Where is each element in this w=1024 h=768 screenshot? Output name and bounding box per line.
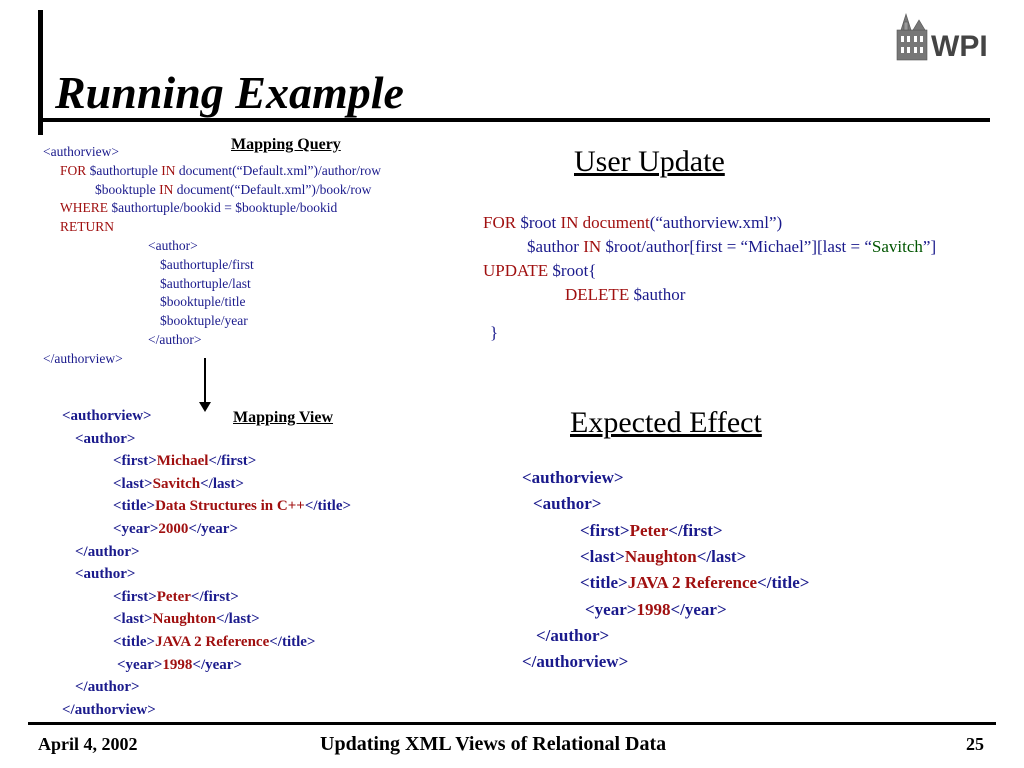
code-token: <authorview> — [62, 408, 152, 424]
code-token: </first> — [668, 520, 723, 540]
code-token: (“Default.xml”)/book/row — [230, 181, 372, 197]
code-token: $author — [527, 237, 584, 256]
code-line — [522, 649, 628, 675]
mapping-view-heading: Mapping View — [233, 409, 334, 426]
code-line — [160, 275, 251, 294]
code-token: DELETE — [565, 285, 634, 304]
code-token: </title> — [757, 573, 810, 593]
code-token: </last> — [200, 475, 244, 492]
code-token: </author> — [536, 625, 610, 645]
code-token: <year> — [117, 656, 163, 673]
code-token: UPDATE — [483, 261, 553, 280]
code-token: <last> — [580, 546, 625, 566]
code-line — [148, 237, 198, 256]
code-line — [75, 676, 140, 699]
code-token: FOR — [60, 162, 90, 178]
user-update-heading: User Update — [574, 145, 725, 178]
code-line — [536, 623, 609, 649]
code-line — [60, 162, 381, 181]
code-line — [95, 181, 371, 200]
code-token: <last> — [113, 475, 153, 492]
code-token: </year> — [188, 521, 238, 537]
slide-title: Running Example — [55, 67, 404, 118]
code-token: </first> — [190, 588, 239, 605]
code-token: $root — [520, 213, 561, 232]
code-token: $authortuple/first — [160, 256, 254, 272]
code-token: 1998 — [162, 656, 193, 673]
code-token: </author> — [148, 332, 202, 347]
code-token: } — [490, 323, 499, 342]
code-token: <author> — [75, 566, 136, 583]
code-token: Savitch — [152, 475, 201, 492]
code-token: $booktuple/title — [160, 294, 246, 310]
code-token: <title> — [113, 498, 156, 515]
code-token: IN — [159, 181, 177, 197]
code-line — [113, 518, 238, 541]
code-token: Savitch — [871, 237, 923, 256]
code-token: </author> — [75, 543, 140, 560]
title-vertical-rule — [38, 10, 43, 135]
code-line — [60, 199, 337, 218]
code-token: <authorview> — [43, 144, 119, 159]
code-line — [75, 428, 135, 451]
code-line — [60, 218, 114, 237]
code-token: <first> — [580, 520, 630, 540]
code-token: </authorview> — [43, 350, 123, 366]
footer-date: April 4, 2002 — [38, 734, 138, 754]
code-token: $root/author[first = “Michael”][last = “ — [605, 237, 872, 256]
code-token: </authorview> — [62, 701, 156, 718]
code-token: ”] — [922, 237, 937, 256]
code-token: </title> — [269, 634, 316, 650]
code-line — [565, 283, 685, 307]
code-token: <author> — [148, 238, 198, 253]
code-line — [62, 699, 156, 722]
code-token: </last> — [215, 611, 260, 628]
code-token: Peter — [629, 520, 669, 540]
code-token: </title> — [304, 498, 352, 515]
code-line — [113, 473, 244, 496]
code-token: </last> — [696, 546, 747, 566]
down-arrow-icon — [198, 358, 212, 412]
code-token: IN — [161, 162, 179, 178]
code-line — [483, 259, 596, 283]
code-token: </year> — [192, 656, 242, 673]
code-token: <title> — [580, 573, 628, 593]
code-line — [160, 256, 254, 275]
code-token: <author> — [75, 430, 136, 447]
footer-rule — [28, 722, 996, 725]
code-token: IN — [560, 213, 583, 232]
code-token: document — [178, 162, 233, 178]
code-line — [113, 450, 256, 473]
code-token: Peter — [156, 588, 191, 605]
code-token: FOR — [483, 213, 521, 232]
wpi-logo — [895, 8, 1005, 63]
mapping-query-heading: Mapping Query — [231, 136, 341, 153]
code-line — [148, 331, 201, 350]
code-token: $booktuple/year — [160, 313, 248, 329]
code-line — [533, 491, 602, 517]
code-token: (“authorview.xml”) — [649, 213, 783, 232]
code-token: <year> — [113, 521, 159, 537]
code-token: <first> — [113, 453, 157, 470]
code-line — [62, 405, 152, 428]
code-token: Michael — [156, 453, 209, 470]
code-token: document — [582, 213, 650, 232]
code-token: $authortuple — [89, 162, 162, 178]
code-line — [580, 544, 746, 570]
code-token: Naughton — [152, 611, 216, 628]
code-token: <first> — [113, 588, 157, 605]
code-token: Data Structures in C++ — [155, 498, 305, 515]
code-line — [113, 608, 260, 631]
code-token: <author> — [533, 494, 602, 514]
code-line — [113, 495, 351, 518]
code-line — [43, 143, 119, 162]
code-line — [160, 312, 248, 331]
code-line — [75, 541, 140, 564]
code-token: WHERE — [60, 200, 112, 216]
code-line — [490, 321, 498, 345]
code-token: <authorview> — [522, 468, 624, 487]
code-line — [160, 293, 246, 312]
code-token: </author> — [75, 679, 140, 696]
code-token: IN — [583, 237, 606, 256]
code-token: </authorview> — [522, 652, 629, 672]
code-line — [113, 586, 239, 609]
code-token: </year> — [670, 599, 727, 619]
code-token: 2000 — [158, 521, 189, 537]
code-token: JAVA 2 Reference — [627, 573, 758, 593]
footer-page-number: 25 — [966, 734, 984, 754]
code-line — [113, 631, 315, 654]
code-token: document — [176, 181, 230, 197]
code-token: (“Default.xml”)/author/row — [232, 162, 381, 178]
code-line — [522, 465, 624, 491]
code-line — [75, 563, 135, 586]
code-token: Naughton — [624, 546, 697, 566]
code-token: $authortuple/bookid = $booktuple/bookid — [111, 200, 338, 216]
code-line — [527, 235, 936, 259]
code-token: RETURN — [60, 219, 114, 235]
code-token: $authortuple/last — [160, 275, 251, 291]
footer-title: Updating XML Views of Relational Data — [320, 733, 667, 755]
code-line — [43, 350, 123, 369]
code-token: $root{ — [552, 261, 597, 280]
code-line — [580, 570, 810, 596]
code-line — [117, 654, 242, 677]
expected-effect-heading: Expected Effect — [570, 406, 762, 439]
code-line — [580, 518, 723, 544]
code-token: </first> — [208, 453, 257, 470]
code-token: $author — [633, 285, 686, 304]
code-token: JAVA 2 Reference — [155, 634, 270, 650]
code-token: <last> — [113, 611, 153, 628]
wpi-logo-text: WPI — [931, 30, 988, 63]
code-token: <year> — [585, 599, 637, 619]
code-token: 1998 — [636, 599, 671, 619]
code-token: $booktuple — [95, 181, 160, 197]
code-line — [585, 597, 727, 623]
code-line — [483, 211, 782, 235]
code-token: <title> — [113, 634, 156, 650]
